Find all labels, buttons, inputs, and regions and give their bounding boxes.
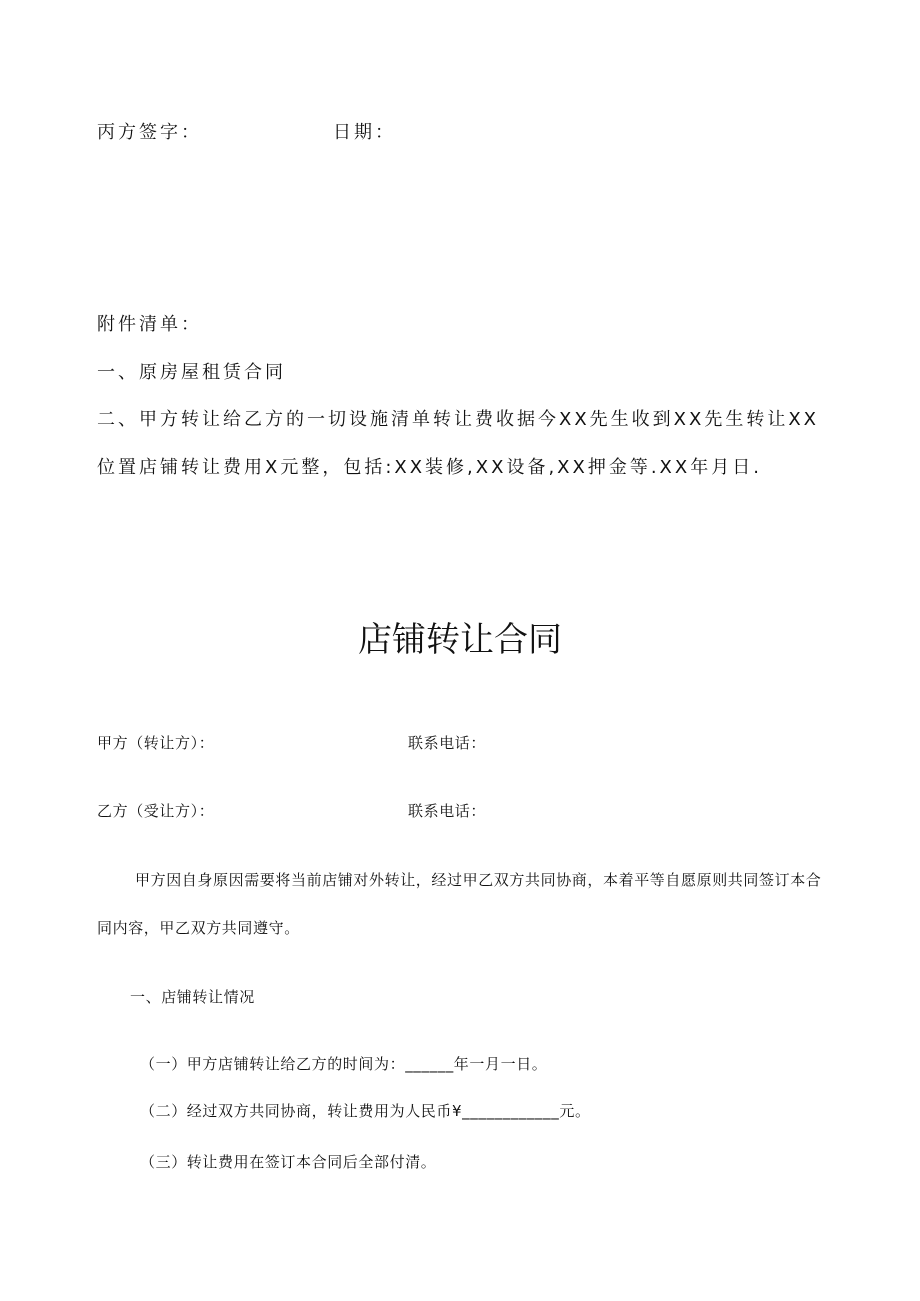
- party-b-phone-label: 联系电话：: [408, 802, 487, 820]
- intro-paragraph-line-2: 同内容，甲乙双方共同遵守。: [97, 919, 300, 937]
- attachments-heading: 附件清单：: [97, 314, 202, 335]
- party-c-signature-label: 丙方签字：: [97, 122, 202, 143]
- attachment-item-1: 一、原房屋租赁合同: [97, 362, 286, 383]
- contract-title: 店铺转让合同: [358, 620, 562, 660]
- party-b-label: 乙方（受让方）：: [97, 802, 215, 820]
- section-1-heading: 一、店铺转让情况: [130, 988, 255, 1006]
- intro-paragraph-line-1: 甲方因自身原因需要将当前店铺对外转让，经过甲乙双方共同协商，本着平等自愿原则共同签订本合: [135, 871, 822, 889]
- attachment-item-2-line-2: 位置店铺转让费用X元整，包括:XX装修,XX设备,XX押金等.XX年月日.: [97, 457, 762, 478]
- attachment-item-2-line-1: 二、甲方转让给乙方的一切设施清单转让费收据今XX先生收到XX先生转让XX: [97, 409, 819, 430]
- clause-3: （三）转让费用在签订本合同后全部付清。: [140, 1153, 437, 1171]
- party-a-label: 甲方（转让方）：: [97, 734, 215, 752]
- clause-2: （二）经过双方共同协商，转让费用为人民币¥____________元。: [140, 1102, 591, 1120]
- clause-1: （一）甲方店铺转让给乙方的时间为：______年一月一日。: [140, 1055, 548, 1073]
- party-a-phone-label: 联系电话：: [408, 734, 487, 752]
- signature-date-label: 日期：: [333, 122, 396, 143]
